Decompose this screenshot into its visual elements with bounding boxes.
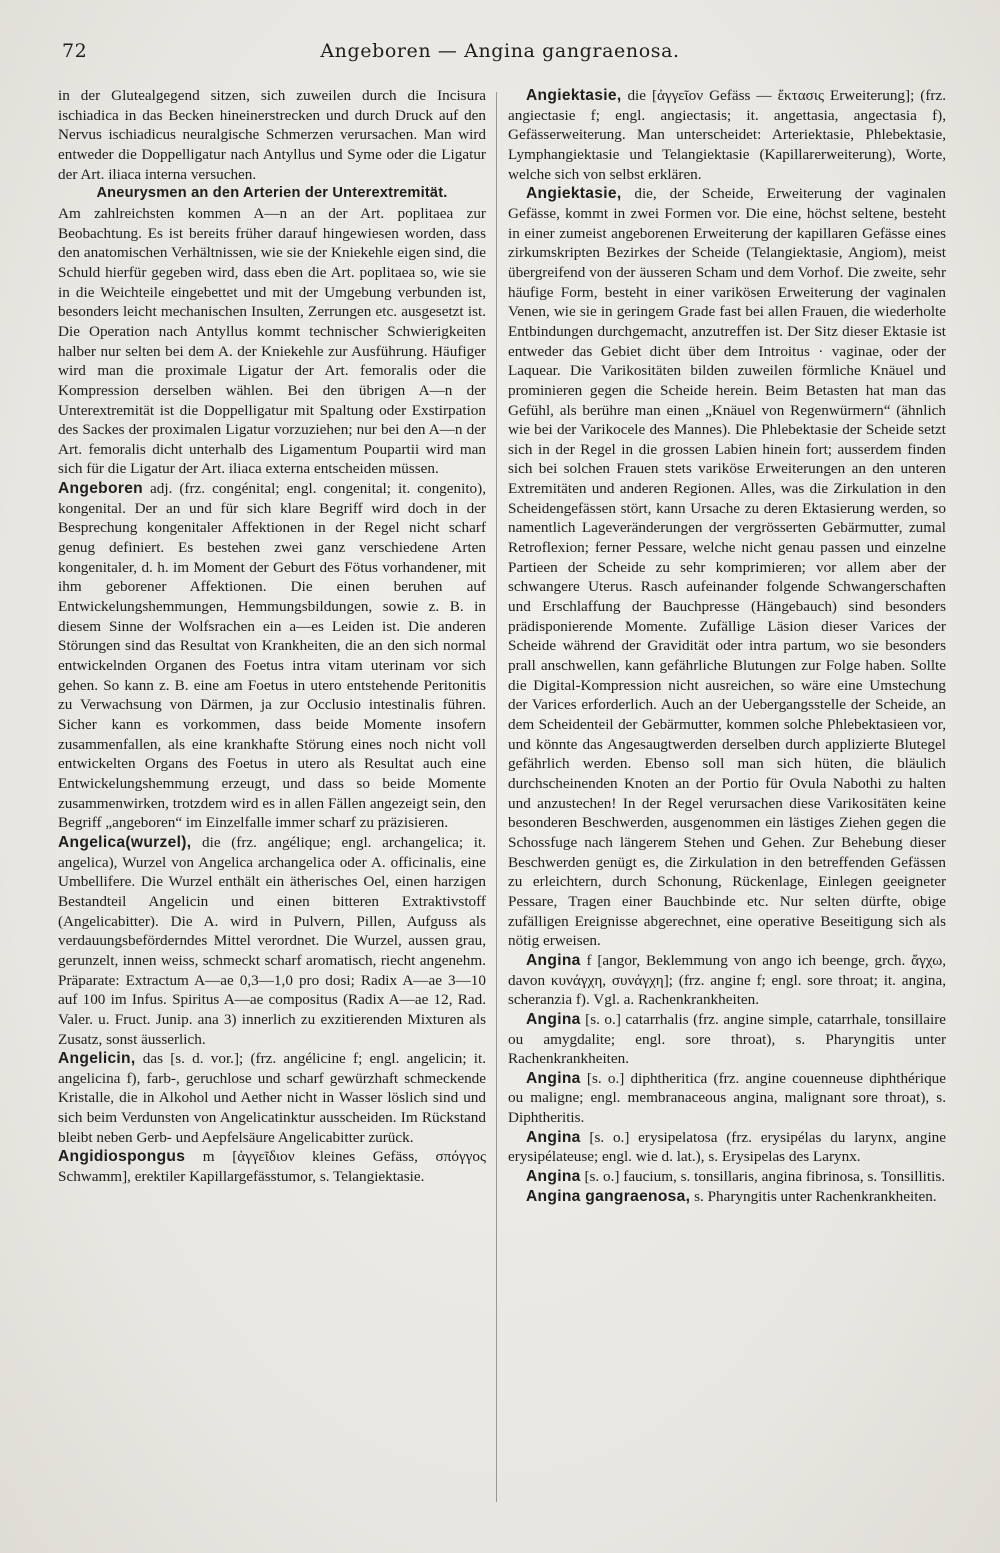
dictionary-entry xyxy=(508,1167,946,1187)
running-title: Angeboren — Angina gangraenosa. xyxy=(320,40,680,62)
dictionary-entry xyxy=(508,1069,946,1128)
dictionary-entry xyxy=(508,1128,946,1167)
entry-text: [s. o.] erysipelatosa (frz. erysipélas du larynx, angine erysipélateuse; engl. wie d. lat.), s. Erysipelas des Larynx. xyxy=(508,1128,946,1166)
dictionary-entry xyxy=(58,1049,486,1147)
entry-text: [s. o.] diphtheritica (frz. angine couenneuse diphthérique ou maligne; engl. membranaceous angina, malignant sore throat), s. Diphtheritis. xyxy=(508,1069,946,1127)
entry-headword: Angina xyxy=(526,1069,581,1087)
entry-headword: Angina xyxy=(526,1168,581,1186)
entry-text: [s. o.] faucium, s. tonsillaris, angina fibrinosa, s. Tonsillitis. xyxy=(580,1168,946,1186)
entry-text: das [s. d. vor.]; (frz. angélicine f; engl. angelicin; it. angelicina f), farb-, geruchlose und scharf gewürzhaft schmeckende Kristalle, die in Alkohol und Aether nicht in Wasser löslich sind und sich beim Verdunsten von Angelicatinktur ausscheiden. Im Rückstand bleibt neben Gerb- und Aepfelsäure Angelicabitter zurück. xyxy=(58,1050,486,1146)
entry-headword: Angiektasie, xyxy=(526,185,622,203)
dictionary-entry xyxy=(58,833,486,1049)
entry-headword: Angina xyxy=(526,1128,581,1146)
entry-headword: Angiektasie, xyxy=(526,87,622,104)
left-column xyxy=(58,86,486,1526)
entry-headword: Angelicin, xyxy=(58,1050,136,1068)
entry-headword: Angidiospongus xyxy=(58,1148,186,1166)
entry-text: f [angor, Beklemmung von ango ich beenge, grch. ἄγχω, davon κυνάγχη, συνάγχη]; (frz. angine f; engl. sore throat; it. angina, scheranzia f). Vgl. a. Rachenkrankheiten. xyxy=(508,951,946,1009)
page-number: 72 xyxy=(62,40,88,62)
paragraph: in der Glutealgegend sitzen, sich zuweilen durch die Incisura ischiadica in das Becken hineinerstrecken und durch Druck auf den Nervus ischiadicus neuralgische Schmerzen verursachen. Man wird entweder die Doppelligatur nach Antyllus und Syme oder die Ligatur der Art. iliaca interna versuchen. xyxy=(58,87,486,183)
entry-text: die [ἀγγεῖον Gefäss — ἔκτασις Erweiterung]; (frz. angiectasie f; engl. angiectasis; it. angettasia, angectasia f), Gefässerweiterung. Man unterscheidet: Arteriektasie, Phlebektasie, Lymphangiektasie und Telangiektasie (Kapillarerweiterung), Worte, welche sich von selbst erklären. xyxy=(508,87,946,183)
dictionary-entry xyxy=(508,951,946,1010)
entry-headword: Angelica(wurzel), xyxy=(58,833,192,851)
dictionary-entry xyxy=(508,1010,946,1069)
paragraph: Am zahlreichsten kommen A—n an der Art. poplitaea zur Beobachtung. Es ist bereits früher darauf hingewiesen worden, dass den anatomischen Verhältnissen, wie sie der Kniekehle eigen sind, die Schuld hierfür gegeben wird, dass eben die Art. poplitaea so, wie sie in die Weichteile eingebettet und mit der Umgebung verbunden ist, besonders leicht mechanischen Insulten, Zerrungen etc. ausgesetzt ist. Die Operation nach Antyllus kommt technischer Schwierigkeiten halber nur selten bei dem A. der Kniekehle zur Ausführung. Häufiger wird man die proximale Ligatur der Art. femoralis oder die Kompression derselben wählen. Bei den übrigen A—n der Unterextremität ist die Doppelligatur mit Spaltung oder Exstirpation des Sackes der proximalen Ligatur vorzuziehen; nur bei den A—n der Art. femoralis dicht unterhalb des Ligamentum Poupartii wird man sich für die Ligatur der Art. iliaca externa entscheiden müssen. xyxy=(58,204,486,478)
dictionary-entry xyxy=(508,86,946,184)
entry-headword: Angina gangraenosa, xyxy=(526,1187,691,1205)
entry-text: die (frz. angélique; engl. archangelica; it. angelica), Wurzel von Angelica archangelica oder A. officinalis, eine Umbellifere. Die Wurzel enthält ein ätherisches Oel, einen harzigen Bestandteil Angelicin und einen bitteren Extraktivstoff (Angelicabitter). Die A. wird in Pulvern, Pillen, Aufguss als verdauungsbeförderndes Mittel verordnet. Die Wurzel, aussen grau, gerunzelt, innen weiss, schmeckt scharf aromatisch, riecht angenehm. Präparate: Extractum A—ae 0,3—1,0 pro dosi; Radix A—ae 3—10 auf 100 im Infus. Spiritus A—ae compositus (Radix A—ae 12, Rad. Valer. u. Fruct. Junip. ana 3) innerlich zu exzitierenden Mixturen als Zusatz, sonst äusserlich. xyxy=(58,833,486,1048)
entry-headword: Angina xyxy=(526,1010,581,1028)
dictionary-entry xyxy=(508,1187,946,1207)
section-subheading: Aneurysmen an den Arterien der Unterextremität. xyxy=(96,185,448,202)
dictionary-entry xyxy=(508,184,946,951)
entry-text: s. Pharyngitis unter Rachenkrankheiten. xyxy=(690,1187,937,1205)
entry-text: die, der Scheide, Erweiterung der vaginalen Gefässe, kommt in zwei Formen vor. Die eine, höchst seltene, besteht in einer zumeist angeborenen Erweiterung der kapillaren Gefässe eines zirkumskripten Bezirkes der Scheide (Telangiektasie, Angiom), meist übergreifend von der äusseren Scham und dem Vorhof. Die zweite, sehr häufige Form, besteht in einer varikösen Erweiterung der vaginalen Venen, wie sie in geringem Grade fast bei allen Frauen, die wiederholte Entbindungen durchgemacht, anzutreffen ist. Der Sitz dieser Ektasie ist entweder das Gebiet dicht über dem Introitus · vaginae, oder der Laquear. Die Varikositäten bilden zuweilen förmliche Knäuel und prominieren gegen die Scheide herein. Beim Betasten hat man das Gefühl, als berühre man einen „Knäuel von Regenwürmern“ (ähnlich wie bei der Varikocele des Mannes). Die Phlebektasie der Scheide setzt sich in der Regel in die grossen Labien hinein fort; ausserdem finden sich bei solchen Frauen stets variköse Erweiterungen an den unteren Extremitäten und anderen Regionen. Alles, was die Zirkulation in den Scheidengefässen stört, kann Ursache zu deren Ektasierung werden, so namentlich Lageveränderungen der vergrösserten Gebärmutter, zumal Retroflexion; ferner Pessare, welche nicht genau passen und einzelne Partieen der Scheide zu sehr komprimieren; vor allem aber der schwangere Uterus. Rasch aufeinander folgende Schwangerschaften und Erschlaffung der Bauchpresse (Hängebauch) sind besonders prädisponierende Momente. Zufällige Läsion dieser Varices der Scheide während der Gravidität oder intra partum, wo sie besonders prall anschwellen, kann gefährliche Blutungen zur Folge haben. Sollte die Digital-Kompression nicht ausreichen, so wäre eine Umstechung der Varices erforderlich. Auch an der Uebergangsstelle der Scheide, an dem Scheidenteil der Gebärmutter, kommen solche Phlebektasieen vor, und könnte das Angesaugtwerden derselben durch applizierte Blutegel gefährlich werden. Ebenso soll man sich hüten, die bläulich durchscheinenden Knoten an der Portio für Ovula Nabothi zu halten und anzustechen! In der Regel verursachen diese Varikositäten keine besonderen Beschwerden, ausgenommen ein lästiges Ziehen gegen die Schossfuge nach längerem Stehen und Gehen. Zur Behebung dieser Beschwerden genügt es, die Zirkulation in den betreffenden Gefässen zu erleichtern, durch Schonung, Rückenlage, Einlegen geeigneter Pessare, Tragen einer Bauchbinde etc. Nur selten dürfte, obige zufälligen Ereignisse abgerechnet, eine operative Beseitigung sich als nötig erweisen. xyxy=(508,185,946,950)
dictionary-entry xyxy=(58,479,486,833)
column-divider xyxy=(496,92,497,1502)
entry-text: m [ἀγγεῖδιον kleines Gefäss, σπόγγος Schwamm], erektiler Kapillargefässtumor, s. Telangiektasie. xyxy=(58,1148,486,1186)
dictionary-entry xyxy=(58,1147,486,1186)
entry-headword: Angina xyxy=(526,951,581,969)
entry-text: [s. o.] catarrhalis (frz. angine simple, catarrhale, tonsillaire ou amygdalite; engl. sore throat), s. Pharyngitis unter Rachenkrankheiten. xyxy=(508,1010,946,1068)
entry-headword: Angeboren xyxy=(58,480,144,498)
right-column xyxy=(508,86,946,1526)
entry-text: adj. (frz. congénital; engl. congenital; it. congenito), kongenital. Der an und für sich klare Begriff wird doch in der Besprechung kongenitaler Affektionen in der Regel nicht scharf genug definiert. Es bestehen zwei ganz verschiedene Arten kongenitaler, d. h. im Moment der Geburt des Fötus vorhandener, mit ihm geborener Affektionen. Die einen beruhen auf Entwickelungshemmungen, Hemmungsbildungen, sowie z. B. in diesem Sinne der Wolfsrachen ein a—es Leiden ist. Die anderen Störungen sind das Resultat von Krankheiten, die an den sich normal entwickelnden Organen des Foetus intra vitam uterinam vor sich gehen. So kann z. B. eine am Foetus in utero entstehende Peritonitis zu Verwachsung von Därmen, ja zur Occlusio intestinalis führen. Sicher kann es vorkommen, dass beide Momente insofern zusammenfallen, als eine krankhafte Störung eines noch nicht voll entwickelten Organs des Foetus in utero als Resultat auch eine Entwickelungshemmung erzeugt, und dass so beide Momente zusammenwirken, trotzdem wird es in allen Fällen angezeigt sein, den Begriff „angeboren“ im Einzelfalle immer scharf zu präzisieren. xyxy=(58,480,486,832)
